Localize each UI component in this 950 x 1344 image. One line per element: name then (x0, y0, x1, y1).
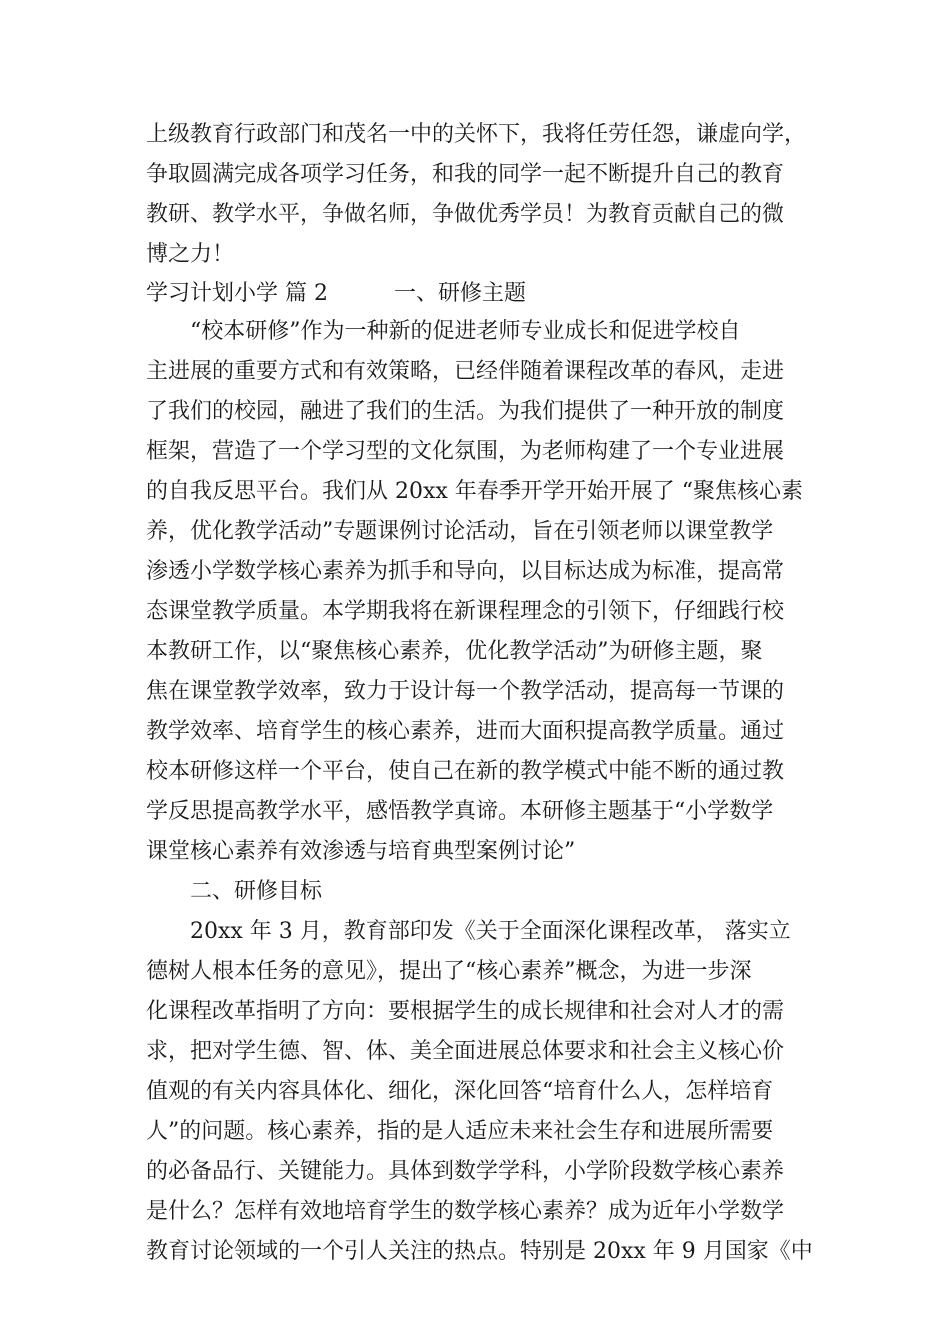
text-line: 的自我反思平台。我们从 20xx 年春季开学开始开展了 “聚焦核心素 (146, 479, 804, 504)
text-line: 主进展的重要方式和有效策略，已经伴随着课程改革的春风，走进 (146, 359, 785, 384)
text-line: 求，把对学生德、智、体、美全面进展总体要求和社会主义核心价 (146, 1039, 785, 1064)
text-line: 校本研修这样一个平台，使自己在新的教学模式中能不断的通过教 (146, 759, 785, 784)
text-line: 的必备品行、关键能力。具体到数学学科，小学阶段数学核心素养 (146, 1159, 785, 1184)
text-line: 教研、教学水平，争做名师，争做优秀学员！为教育贡献自己的微 (146, 202, 785, 227)
text-line: 争取圆满完成各项学习任务，和我的同学一起不断提升自己的教育 (146, 162, 785, 187)
text-line: 是什么？怎样有效地培育学生的数学核心素养？成为近年小学数学 (146, 1199, 785, 1224)
text-line: 教育讨论领域的一个引人关注的热点。特别是 20xx 年 9 月国家《中 (146, 1239, 813, 1264)
text-line: 态课堂教学质量。本学期我将在新课程理念的引领下，仔细践行校 (146, 599, 785, 624)
text-line: “校本研修”作为一种新的促进老师专业成长和促进学校自 (146, 319, 741, 344)
text-line: 上级教育行政部门和茂名一中的关怀下，我将任劳任怨，谦虚向学， (146, 122, 807, 147)
document-body (146, 115, 836, 1272)
text-line: 养，优化教学活动”专题课例讨论活动，旨在引领老师以课堂教学 (146, 519, 774, 544)
text-line: 博之力！ (146, 242, 235, 267)
section-heading: 学习计划小学 篇 2 一、研修主题 (146, 281, 526, 306)
text-line: 化课程改革指明了方向：要根据学生的成长规律和社会对人才的需 (146, 999, 785, 1024)
text-line: 值观的有关内容具体化、细化，深化回答“培育什么人，怎样培育 (146, 1079, 774, 1104)
section-heading: 二、研修目标 (146, 879, 323, 904)
text-line: 教学效率、培育学生的核心素养，进而大面积提高教学质量。通过 (146, 719, 785, 744)
text-line: 了我们的校园，融进了我们的生活。为我们提供了一种开放的制度 (146, 399, 785, 424)
text-line: 20xx 年 3 月，教育部印发《关于全面深化课程改革， 落实立 (146, 919, 791, 944)
text-line: 人”的问题。核心素养，指的是人适应未来社会生存和进展所需要 (146, 1119, 774, 1144)
text-line: 焦在课堂教学效率，致力于设计每一个教学活动，提高每一节课的 (146, 679, 785, 704)
text-line: 德树人根本任务的意见》，提出了“核心素养”概念，为进一步深 (146, 959, 752, 984)
text-line: 课堂核心素养有效渗透与培育典型案例讨论” (146, 839, 576, 864)
text-line: 本教研工作，以“聚焦核心素养，优化教学活动”为研修主题，聚 (146, 639, 763, 664)
text-line: 学反思提高教学水平，感悟教学真谛。本研修主题基于“小学数学 (146, 799, 774, 824)
text-line: 渗透小学数学核心素养为抓手和导向，以目标达成为标准，提高常 (146, 559, 785, 584)
text-line: 框架，营造了一个学习型的文化氛围，为老师构建了一个专业进展 (146, 439, 785, 464)
